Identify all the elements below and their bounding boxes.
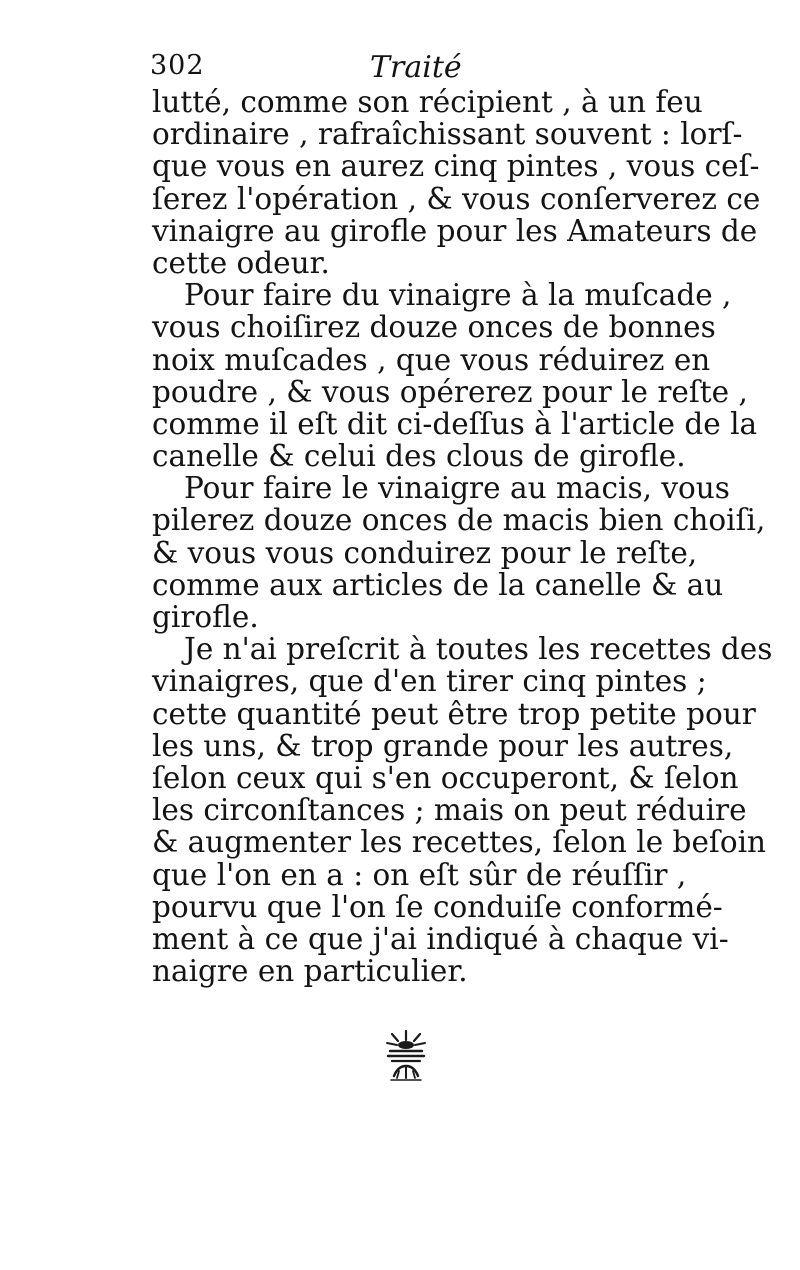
text-line: Pour faire le vinaigre au macis, vous [184,471,730,506]
text-line: que l'on en a : on eſt sûr de réuſſir , [152,857,687,892]
text-line: que vous en aurez cinq pintes , vous ceſ- [152,149,760,184]
text-line: girofle. [152,600,259,634]
text-line: Je n'ai preſcrit à toutes les recettes des [184,632,773,667]
text-line: ordinaire , rafraîchissant souvent : lorſ- [152,117,743,152]
page-header [150,50,670,90]
text-line: vous choiſirez douze onces de bonnes [152,310,716,345]
text-line: Pour faire du vinaigre à la muſcade , [184,278,732,313]
paragraph [152,471,766,634]
text-line: ſerez l'opération , & vous conſerverez ce [152,181,761,216]
text-line: & vous vous conduirez pour le reſte, [152,535,698,570]
text-line: pourvu que l'on ſe conduiſe conformé- [152,889,723,924]
text-line: naigre en particulier. [152,954,468,989]
body-text [152,85,773,989]
printer-ornament-icon [384,1030,428,1082]
text-line: noix muſcades , que vous réduirez en [152,342,711,377]
text-line: comme il eſt dit ci-deſſus à l'article de la [152,406,758,441]
text-line: vinaigre au girofle pour les Amateurs de [152,213,758,248]
page-number: 302 [150,50,205,81]
running-head: Traité [370,50,462,85]
text-line: ment à ce que j'ai indiqué à chaque vi- [152,921,729,956]
text-line: poudre , & vous opérerez pour le reſte , [152,374,748,409]
text-line: cette quantité peut être trop petite pour [152,696,756,731]
text-line: les uns, & trop grande pour les autres, [152,728,734,763]
text-line: & augmenter les recettes, ſelon le beſoin [152,825,767,860]
paragraph [152,278,758,474]
text-line: cette odeur. [152,245,330,280]
paragraph [152,85,761,280]
text-line: ſelon ceux qui s'en occuperont, & ſelon [152,760,739,795]
text-line: comme aux articles de la canelle & au [152,567,724,602]
text-line: canelle & celui des clous de girofle. [152,439,686,474]
paragraph [152,632,773,989]
text-line: vinaigres, que d'en tirer cinq pintes ; [152,664,707,699]
text-line: les circonſtances ; mais on peut réduire [152,793,747,828]
text-line: lutté, comme son récipient , à un feu [152,85,703,119]
text-line: pilerez douze onces de macis bien choiſi, [152,503,766,538]
